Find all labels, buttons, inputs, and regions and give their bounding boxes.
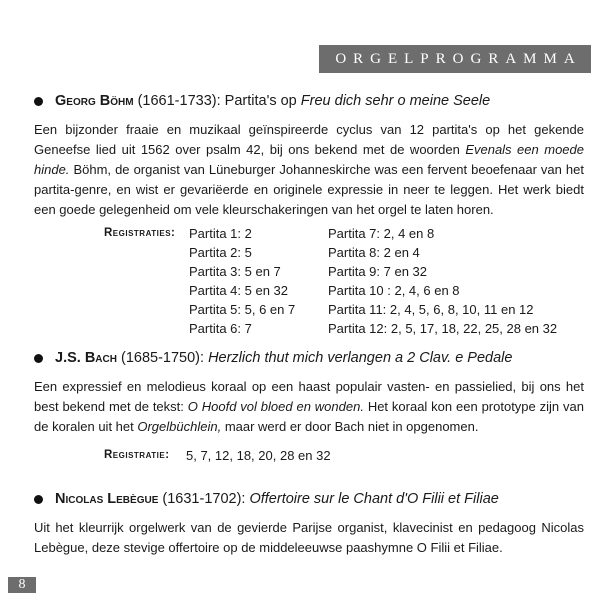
registraties-block bbox=[104, 224, 557, 338]
registratie-block bbox=[104, 446, 331, 465]
bullet-icon bbox=[34, 495, 43, 504]
bullet-icon bbox=[34, 97, 43, 106]
registratie-entry: Partita 8: 2 en 4 bbox=[328, 245, 420, 260]
description-italic: Evenals een moede hinde. bbox=[34, 142, 584, 177]
registratie-entry: Partita 7: 2, 4 en 8 bbox=[328, 226, 435, 241]
registratie-entry: Partita 3: 5 en 7 bbox=[189, 264, 281, 279]
description-text: Uit het kleurrijk orgelwerk van de gevierde Parijse organist, klavecinist en pedagoog Nicolas Lebègue, deze stevige offertoire op de middeleeuwse paashymne O Filii et Filiae. bbox=[34, 520, 584, 555]
description-text: Het koraal kon een prototype zijn van de koralen uit het bbox=[34, 399, 584, 434]
registratie-label: Registratie: bbox=[104, 449, 170, 461]
composer-name: Georg Böhm bbox=[55, 93, 134, 109]
registratie-entry: Partita 1: 2 bbox=[189, 226, 252, 241]
description-paragraph bbox=[34, 518, 584, 558]
program-item-bach bbox=[34, 349, 584, 437]
work-title-italic: Herzlich thut mich verlangen a 2 Clav. e Pedale bbox=[208, 350, 513, 366]
work-title-italic: Freu dich sehr o meine Seele bbox=[300, 93, 491, 109]
description-text: maar werd er door Bach niet in opgenomen. bbox=[224, 419, 479, 434]
registratie-entry: Partita 12: 2, 5, 17, 18, 22, 25, 28 en 32 bbox=[328, 321, 558, 336]
section-header-bar bbox=[319, 45, 591, 73]
registratie-entry: Partita 5: 5, 6 en 7 bbox=[189, 302, 296, 317]
registratie-entry: Partita 4: 5 en 32 bbox=[189, 283, 289, 298]
description-italic: O Hoofd vol bloed en wonden. bbox=[187, 399, 364, 414]
description-text: Een expressief en melodieus koraal op een haast populair vasten- en passielied, bij ons het best bekend met de tekst: bbox=[34, 379, 584, 414]
composer-years: (1685-1750): bbox=[121, 350, 205, 366]
composer-name: J.S. Bach bbox=[55, 350, 117, 366]
page-number: 8 bbox=[8, 577, 36, 593]
work-title-plain: Partita's op bbox=[224, 93, 297, 109]
registraties-column-right bbox=[328, 224, 557, 338]
registratie-entry: Partita 9: 7 en 32 bbox=[328, 264, 428, 279]
registratie-entry: Partita 10 : 2, 4, 6 en 8 bbox=[328, 283, 460, 298]
program-item-heading bbox=[34, 490, 584, 508]
description-text: Böhm, de organist van Lüneburger Johanneskirche was een fervent beoefenaar van het partita-genre, en wist er gevariëerde en originele expressie in neer te leggen. Het werk biedt een goede gelegenheid om vele kleurschakeringen van het orgel te laten horen. bbox=[34, 162, 584, 217]
description-paragraph bbox=[34, 120, 584, 220]
registratie-entry: Partita 2: 5 bbox=[189, 245, 252, 260]
program-item-bohm bbox=[34, 92, 584, 220]
section-header-title: ORGELPROGRAMMA bbox=[335, 50, 582, 67]
description-text: Een bijzonder fraaie en muzikaal geïnspireerde cyclus van 12 partita's op het gekende Geneefse lied uit 1562 over psalm 42, bij ons bekend met de woorden bbox=[34, 122, 584, 157]
composer-years: (1631-1702): bbox=[162, 491, 246, 507]
description-italic: Orgelbüchlein, bbox=[137, 419, 222, 434]
composer-years: (1661-1733): bbox=[137, 93, 221, 109]
registratie-entry: Partita 6: 7 bbox=[189, 321, 252, 336]
description-paragraph bbox=[34, 377, 584, 437]
work-title-italic: Offertoire sur le Chant d'O Filii et Filiae bbox=[249, 491, 499, 507]
registraties-column-left bbox=[189, 224, 328, 338]
program-item-heading bbox=[34, 92, 584, 110]
registratie-value: 5, 7, 12, 18, 20, 28 en 32 bbox=[186, 448, 331, 463]
composer-name: Nicolas Lebègue bbox=[55, 491, 159, 507]
program-item-lebegue bbox=[34, 490, 584, 558]
registraties-label: Registraties: bbox=[104, 227, 176, 239]
bullet-icon bbox=[34, 354, 43, 363]
program-item-heading bbox=[34, 349, 584, 367]
registratie-entry: Partita 11: 2, 4, 5, 6, 8, 10, 11 en 12 bbox=[328, 302, 534, 317]
